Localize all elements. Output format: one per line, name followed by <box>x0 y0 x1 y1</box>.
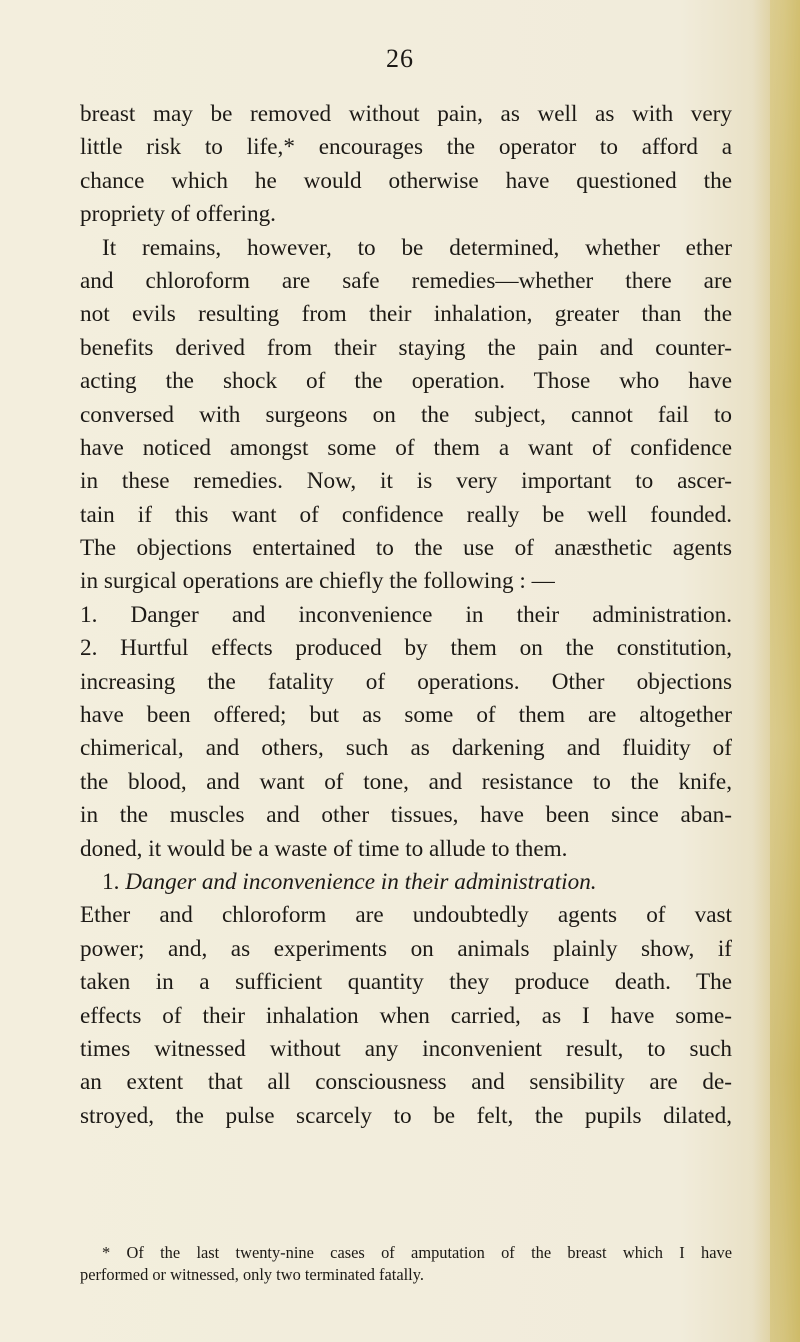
footnote <box>80 1242 732 1286</box>
text-line: in the muscles and other tissues, have been since aban- <box>80 802 732 829</box>
section-heading: Danger and inconvenience in their administration. <box>125 868 597 895</box>
body-text <box>80 98 732 1133</box>
text-line: not evils resulting from their inhalation, greater than the <box>80 301 732 328</box>
text-line: have been offered; but as some of them are altogether <box>80 702 732 729</box>
text-line: acting the shock of the operation. Those who have <box>80 368 732 395</box>
section-heading-line <box>80 866 732 899</box>
text-line: conversed with surgeons on the subject, cannot fail to <box>80 401 732 428</box>
footnote-line: performed or witnessed, only two terminated fatally. <box>80 1265 424 1284</box>
text-line: tain if this want of confidence really be well founded. <box>80 501 732 528</box>
section-number: 1. <box>102 868 126 895</box>
text-line: breast may be removed without pain, as well as with very <box>80 101 732 127</box>
page-number: 26 <box>386 44 414 73</box>
text-line: chimerical, and others, such as darkening and fluidity of <box>80 735 732 762</box>
text-line: in these remedies. Now, it is very important to ascer- <box>80 468 732 495</box>
text-line: propriety of offering. <box>80 201 276 228</box>
text-line: effects of their inhalation when carried, as I have some- <box>80 1002 732 1029</box>
text-line: times witnessed without any inconvenient result, to such <box>80 1035 732 1062</box>
text-line: taken in a sufficient quantity they produce death. The <box>80 969 732 996</box>
text-line: power; and, as experiments on animals plainly show, if <box>80 935 732 962</box>
text-line: chance which he would otherwise have questioned the <box>80 167 732 194</box>
text-line: little risk to life,* encourages the operator to afford a <box>80 134 732 161</box>
text-line: and chloroform are safe remedies—whether there are <box>80 267 732 294</box>
text-line: benefits derived from their staying the pain and counter- <box>80 334 732 361</box>
text-line: doned, it would be a waste of time to allude to them. <box>80 835 568 862</box>
footnote-line: * Of the last twenty-nine cases of amputation of the breast which I have <box>102 1243 732 1262</box>
text-line: Ether and chloroform are undoubtedly agents of vast <box>80 902 732 929</box>
text-line: stroyed, the pulse scarcely to be felt, the pupils dilated, <box>80 1102 732 1129</box>
objection-item-2: 2. Hurtful effects produced by them on the constitution, <box>80 635 732 662</box>
text-line: The objections entertained to the use of anæsthetic agents <box>80 535 732 562</box>
paragraph-start-line: It remains, however, to be determined, whether ether <box>102 234 732 261</box>
text-line: have noticed amongst some of them a want of confidence <box>80 434 732 461</box>
objection-item-1: 1. Danger and inconvenience in their administration. <box>80 601 732 628</box>
text-line: increasing the fatality of operations. Other objections <box>80 668 732 695</box>
text-line: an extent that all consciousness and sensibility are de- <box>80 1069 732 1096</box>
page-edge-discoloration <box>770 0 800 1342</box>
text-line: the blood, and want of tone, and resistance to the knife, <box>80 768 732 795</box>
text-line: in surgical operations are chiefly the following : — <box>80 568 555 595</box>
